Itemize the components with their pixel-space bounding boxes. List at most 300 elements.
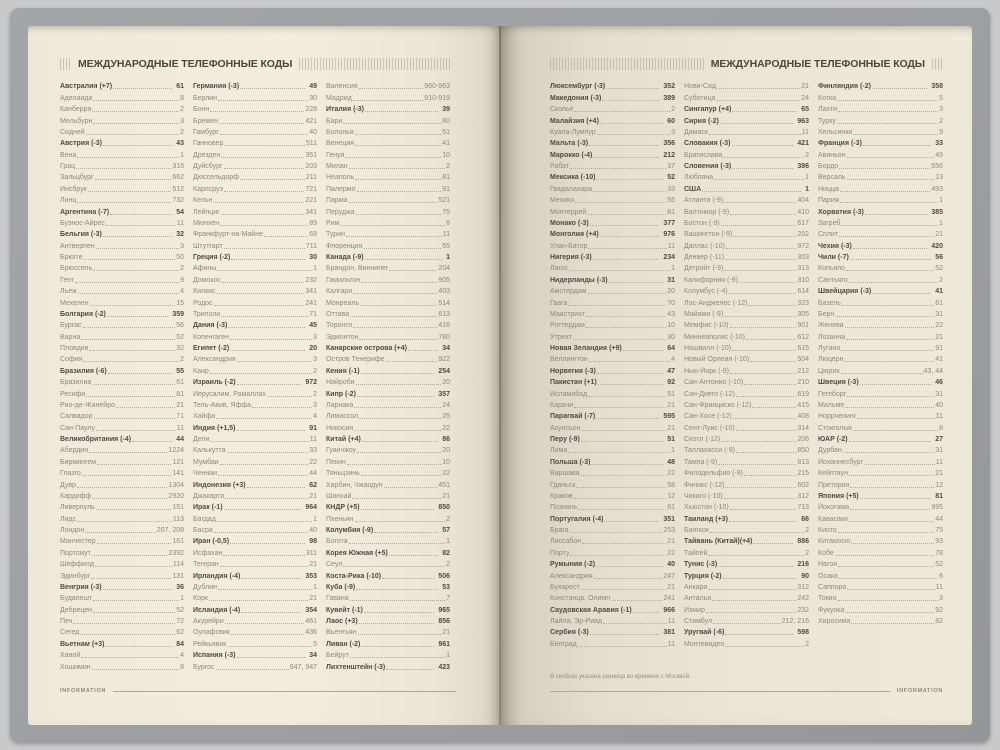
dot-leader <box>591 464 663 465</box>
phone-code-row <box>684 569 809 580</box>
entry-code: 21 <box>667 401 675 409</box>
dot-leader <box>225 498 308 499</box>
entry-code: 2 <box>805 151 809 159</box>
entry-code: 1 <box>805 185 809 193</box>
entry-code: 86 <box>442 436 450 443</box>
dot-leader <box>732 111 797 112</box>
entry-name: Нигерия (-3) <box>550 254 592 261</box>
phone-code-row <box>60 262 184 273</box>
entry-name: Мехико <box>550 197 575 205</box>
dot-leader <box>78 293 179 294</box>
entry-code: 732 <box>172 197 184 205</box>
entry-name: Копенгаген <box>193 333 229 341</box>
entry-name: Китакюсю <box>818 538 851 546</box>
phone-code-row <box>326 205 450 216</box>
left-page <box>28 26 500 725</box>
entry-name: Хельсинки <box>818 128 853 136</box>
entry-code: 2 <box>671 106 675 114</box>
entry-name: Зальцбург <box>60 174 94 182</box>
phone-code-row <box>193 262 317 273</box>
dot-leader <box>730 509 797 510</box>
time-difference-footnote: В скобках указана разница во времени с Москвой. <box>550 674 691 680</box>
entry-name: Гданьск <box>550 481 576 489</box>
information-label: INFORMATION <box>60 688 107 694</box>
entry-code: 69 <box>309 231 317 239</box>
entry-code: 1 <box>939 197 943 205</box>
dot-leader <box>92 498 167 499</box>
phone-code-row <box>326 296 450 307</box>
entry-name: Лидс <box>60 515 77 523</box>
phone-code-row <box>60 524 184 535</box>
phone-code-row <box>684 444 809 455</box>
entry-code: 22 <box>442 470 450 478</box>
entry-code: 1 <box>446 538 450 546</box>
dot-leader <box>340 225 445 226</box>
entry-code: 341 <box>305 288 317 296</box>
entry-code: 113 <box>172 515 184 523</box>
entry-name: Лагос <box>550 265 569 273</box>
phone-code-row <box>684 524 809 535</box>
entry-name: Канберра <box>60 106 92 114</box>
phone-code-row <box>326 273 450 284</box>
phone-code-row <box>818 137 943 148</box>
phone-code-row <box>684 433 809 444</box>
entry-name: Болгария (-2) <box>60 310 106 318</box>
dot-leader <box>213 202 304 203</box>
entry-name: Нашвилл (-10) <box>684 345 732 352</box>
phone-code-row <box>326 535 450 546</box>
dot-leader <box>846 339 934 340</box>
dot-leader <box>106 225 176 226</box>
dot-leader <box>86 396 175 397</box>
phone-code-row <box>193 194 317 205</box>
dot-leader <box>853 134 938 135</box>
dot-leader <box>228 327 305 328</box>
entry-name: Глазго <box>60 470 81 478</box>
dot-leader <box>77 487 167 488</box>
dot-leader <box>748 305 796 306</box>
phone-code-row <box>818 80 943 91</box>
dot-leader <box>217 270 312 271</box>
dot-leader <box>736 452 796 453</box>
phone-code-row <box>326 353 450 364</box>
phone-code-row <box>326 433 450 444</box>
dot-leader <box>357 191 442 192</box>
entry-code: 92 <box>667 379 675 387</box>
entry-name: Тунис (-3) <box>684 561 718 569</box>
entry-name: Оттава <box>326 310 350 318</box>
dot-leader <box>92 384 175 385</box>
entry-code: 234 <box>663 254 675 261</box>
entry-code: 24 <box>801 94 809 102</box>
dot-leader <box>89 452 167 453</box>
entry-code: 91 <box>309 424 317 432</box>
phone-code-row <box>60 182 184 193</box>
entry-name: Израиль (-2) <box>193 379 236 387</box>
entry-name: Монреаль <box>326 299 360 307</box>
entry-code: 11 <box>176 219 184 227</box>
phone-code-row <box>550 194 675 205</box>
phone-code-row <box>550 114 675 125</box>
phone-code-row <box>550 285 675 296</box>
phone-code-row <box>326 228 450 239</box>
dot-leader <box>837 123 938 124</box>
dot-leader <box>252 407 312 408</box>
entry-name: Индия (+1,5) <box>193 424 236 432</box>
phone-code-row <box>550 239 675 250</box>
phone-code-row <box>193 91 317 102</box>
entry-name: Лос-Анджелес (-12) <box>684 299 748 307</box>
entry-name: Суботица <box>684 94 716 102</box>
phone-code-row <box>193 387 317 398</box>
entry-code: 3 <box>313 333 317 341</box>
entry-code: 341 <box>305 208 317 216</box>
dot-leader <box>843 452 934 453</box>
entry-code: 203 <box>305 163 317 170</box>
phone-code-row <box>818 615 943 626</box>
phone-code-row <box>326 603 450 614</box>
entry-code: 31 <box>667 276 675 284</box>
entry-code: 780 <box>438 333 450 341</box>
dot-leader <box>359 418 441 419</box>
dot-leader <box>365 111 438 112</box>
phone-code-row <box>818 512 943 523</box>
dot-leader <box>841 225 938 226</box>
phone-code-row <box>60 501 184 512</box>
dot-leader <box>361 475 441 476</box>
entry-code: 3 <box>939 106 943 114</box>
entry-code: 9 <box>939 128 943 136</box>
phone-code-row <box>326 558 450 569</box>
entry-name: Мехелен <box>60 299 89 307</box>
dot-leader <box>853 248 927 249</box>
entry-code: 31 <box>935 310 943 318</box>
entry-name: Джакарта <box>193 492 225 500</box>
dot-leader <box>575 202 666 203</box>
phone-code-row <box>818 478 943 489</box>
entry-name: Индонезия (+3) <box>193 481 246 489</box>
dot-leader <box>597 373 663 374</box>
phone-code-row <box>193 535 317 546</box>
phone-code-row <box>326 239 450 250</box>
entry-name: Норрчепинг <box>818 413 857 421</box>
entry-code: 313 <box>797 265 809 273</box>
entry-name: Версаль <box>818 174 846 182</box>
dot-leader <box>84 259 176 260</box>
phone-code-row <box>818 364 943 375</box>
dot-leader <box>845 327 935 328</box>
dot-leader <box>92 555 168 556</box>
entry-name: Стокгольм <box>818 424 852 432</box>
entry-name: Гуанчжоу <box>326 447 357 455</box>
phone-code-row <box>193 114 317 125</box>
dot-leader <box>586 327 666 328</box>
entry-code: 75 <box>442 208 450 216</box>
entry-code: 33 <box>935 140 943 148</box>
entry-code: 11 <box>667 618 675 625</box>
entry-code: 55 <box>442 242 450 250</box>
dot-leader <box>267 396 312 397</box>
entry-name: Франция (-3) <box>818 140 862 148</box>
phone-code-row <box>60 137 184 148</box>
entry-code: 1 <box>180 151 184 159</box>
dot-leader <box>92 669 179 670</box>
entry-code: 58 <box>667 481 675 489</box>
entry-code: 377 <box>663 219 675 227</box>
phone-code-row <box>60 353 184 364</box>
dot-leader <box>588 396 666 397</box>
dot-leader <box>724 202 796 203</box>
entry-code: 1 <box>313 515 317 523</box>
entry-name: Нагоя <box>818 561 838 569</box>
phone-code-row <box>818 444 943 455</box>
entry-name: Сан-Паулу <box>60 424 95 432</box>
codes-column <box>193 80 317 672</box>
phone-code-row <box>193 103 317 114</box>
phone-code-row <box>326 592 450 603</box>
entry-code: 11 <box>935 583 943 591</box>
dot-leader <box>224 145 304 146</box>
phone-code-row <box>60 273 184 284</box>
phone-code-row <box>684 535 809 546</box>
entry-code: 228 <box>305 106 317 114</box>
dot-leader <box>863 145 931 146</box>
dot-leader <box>594 578 663 579</box>
dot-leader <box>241 612 301 613</box>
entry-code: 421 <box>305 117 317 125</box>
entry-name: Румыния (-2) <box>550 561 596 569</box>
dot-leader <box>96 248 179 249</box>
dot-leader <box>346 236 442 237</box>
entry-code: 247 <box>663 572 675 580</box>
dot-leader <box>864 464 935 465</box>
phone-code-row <box>193 399 317 410</box>
entry-name: Бургас <box>60 322 82 330</box>
entry-code: 1224 <box>168 447 184 455</box>
phone-code-row <box>684 103 809 114</box>
phone-code-row <box>818 262 943 273</box>
entry-code: 21 <box>309 561 317 569</box>
phone-code-row <box>193 410 317 421</box>
dot-leader <box>865 214 927 215</box>
phone-code-row <box>60 535 184 546</box>
dot-leader <box>724 498 797 499</box>
entry-name: Ресифи <box>60 390 86 398</box>
phone-code-row <box>550 205 675 216</box>
phone-code-row <box>193 592 317 603</box>
entry-name: Эдмонтон <box>326 333 359 341</box>
phone-code-row <box>193 251 317 262</box>
entry-name: Фукуока <box>818 606 845 614</box>
phone-code-row <box>684 546 809 557</box>
entry-name: Тяньцзинь <box>326 470 360 478</box>
entry-code: 40 <box>309 128 317 136</box>
dot-leader <box>356 214 442 215</box>
entry-name: Аргентина (-7) <box>60 208 110 216</box>
dot-leader <box>386 669 434 670</box>
dot-leader <box>568 305 666 306</box>
dot-leader <box>93 270 179 271</box>
phone-code-row <box>818 251 943 262</box>
entry-code: 55 <box>176 367 184 375</box>
entry-name: Ницца <box>818 185 839 193</box>
dot-leader <box>721 225 797 226</box>
entry-name: Дублин <box>193 583 218 591</box>
entry-name: Сирия (-2) <box>684 117 719 125</box>
entry-name: Триполи <box>193 310 221 318</box>
right-page-header <box>550 56 943 71</box>
phone-code-row <box>193 558 317 569</box>
entry-name: Рейкьявик <box>193 640 227 648</box>
phone-code-row <box>818 171 943 182</box>
dot-leader <box>350 657 445 658</box>
entry-code: 4 <box>313 413 317 421</box>
entry-code: 52 <box>667 174 675 182</box>
entry-name: Веллингтон <box>550 356 588 364</box>
entry-code: 850 <box>797 447 809 455</box>
entry-name: Констанца, Олимп <box>550 595 610 603</box>
dot-leader <box>210 111 304 112</box>
phone-code-row <box>684 467 809 478</box>
phone-code-row <box>193 148 317 159</box>
entry-name: Тампа (-9) <box>684 458 718 466</box>
entry-code: 204 <box>438 265 450 273</box>
entry-name: Богота <box>326 538 348 546</box>
entry-code: 359 <box>172 310 184 318</box>
dot-leader <box>849 282 938 283</box>
entry-name: Бирмингем <box>60 458 97 466</box>
phone-code-row <box>60 660 184 671</box>
dot-leader <box>723 157 804 158</box>
phone-code-row <box>60 217 184 228</box>
dot-leader <box>96 430 176 431</box>
dot-leader <box>224 248 305 249</box>
phone-code-row <box>550 148 675 159</box>
phone-code-row <box>326 319 450 330</box>
right-page <box>500 26 972 725</box>
entry-code: 617 <box>797 219 809 227</box>
phone-code-row <box>193 546 317 557</box>
phone-code-row <box>550 91 675 102</box>
entry-name: Амстердам <box>550 288 587 296</box>
entry-name: Мексика (-10) <box>550 174 596 182</box>
entry-code: 131 <box>172 572 184 580</box>
entry-name: Линц <box>60 197 77 205</box>
entry-code: 253 <box>663 527 675 534</box>
dot-leader <box>384 487 438 488</box>
entry-code: 316 <box>172 163 184 170</box>
entry-name: Рим <box>326 219 340 227</box>
dot-leader <box>590 634 660 635</box>
dot-leader <box>838 532 934 533</box>
entry-code: 84 <box>176 640 184 648</box>
left-page-content <box>60 56 450 672</box>
entry-code: 48 <box>667 458 675 466</box>
dot-leader <box>718 464 796 465</box>
entry-code: 972 <box>305 379 317 387</box>
dot-leader <box>840 202 938 203</box>
phone-code-row <box>193 137 317 148</box>
entry-code: 2 <box>939 276 943 284</box>
entry-name: Маастрихт <box>550 310 585 318</box>
entry-name: София <box>60 356 83 364</box>
dot-leader <box>364 612 434 613</box>
entry-name: Ларнака <box>326 401 354 409</box>
entry-code: 31 <box>935 390 943 398</box>
phone-code-row <box>550 80 675 91</box>
entry-code: 21 <box>309 492 317 500</box>
phone-code-row <box>60 581 184 592</box>
entry-code: 90 <box>801 572 809 580</box>
entry-code: 3 <box>671 128 675 136</box>
entry-name: Нью-Йорк (-9) <box>684 367 729 375</box>
phone-code-row <box>684 114 809 125</box>
entry-name: Австралия (+7) <box>60 83 113 91</box>
codes-column <box>326 80 450 672</box>
entry-name: Хайфа <box>193 413 216 421</box>
dot-leader <box>846 270 934 271</box>
phone-code-row <box>818 217 943 228</box>
dot-leader <box>723 578 798 579</box>
phone-code-row <box>550 558 675 569</box>
entry-name: Ханой <box>60 652 81 660</box>
phone-code-row <box>684 228 809 239</box>
entry-code: 619 <box>797 390 809 398</box>
dot-leader <box>92 111 179 112</box>
entry-code: 6 <box>939 572 943 580</box>
dot-leader <box>218 589 312 590</box>
dot-leader <box>85 532 156 533</box>
entry-name: Дебрецен <box>60 606 93 614</box>
dot-leader <box>220 464 308 465</box>
entry-code: 232 <box>797 606 809 614</box>
dot-leader <box>596 179 663 180</box>
phone-code-row <box>550 171 675 182</box>
dot-leader <box>721 441 796 442</box>
dot-leader <box>581 475 667 476</box>
dot-leader <box>221 157 304 158</box>
entry-name: Любляна <box>684 174 714 182</box>
dot-leader <box>729 521 797 522</box>
dot-leader <box>586 316 666 317</box>
entry-code: 2920 <box>168 492 184 500</box>
phone-code-row <box>326 308 450 319</box>
entry-name: Милан <box>326 163 348 170</box>
phone-code-row <box>326 251 450 262</box>
entry-name: Монголия (+4) <box>550 231 599 239</box>
phone-code-row <box>326 342 450 353</box>
phone-code-row <box>818 296 943 307</box>
phone-code-row <box>684 262 809 273</box>
entry-code: 211 <box>305 174 317 182</box>
entry-name: Бостон (-9) <box>684 219 720 227</box>
phone-code-row <box>684 558 809 569</box>
dot-leader <box>850 487 934 488</box>
entry-code: 972 <box>797 242 809 250</box>
dot-leader <box>214 305 305 306</box>
phone-code-row <box>326 490 450 501</box>
phone-code-row <box>818 455 943 466</box>
entry-code: 54 <box>176 208 184 216</box>
phone-code-row <box>684 137 809 148</box>
entry-code: 1 <box>313 265 317 273</box>
entry-code: 323 <box>797 299 809 307</box>
dot-leader <box>357 396 434 397</box>
entry-code: 47 <box>667 367 675 375</box>
entry-name: Йокогама <box>818 504 849 512</box>
entry-name: Сегед <box>60 629 80 637</box>
entry-name: Коста-Рика (-10) <box>326 572 382 580</box>
